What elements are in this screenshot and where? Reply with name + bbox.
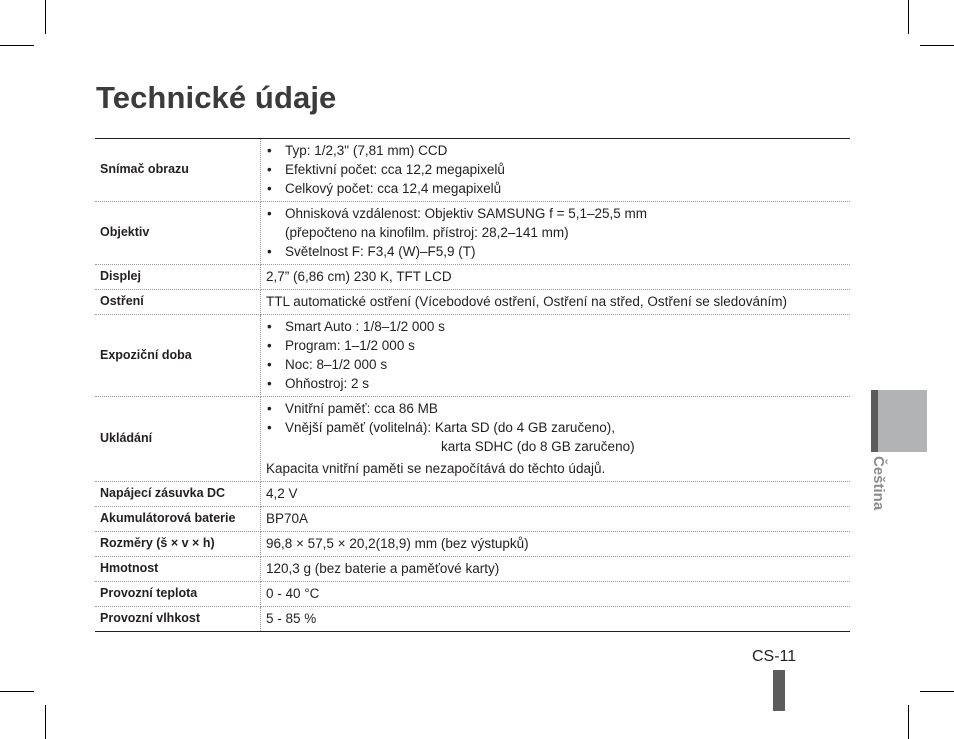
list-item-text: • Vnější paměť (volitelná): Karta SD (do 4 GB zaručeno), [285, 420, 615, 435]
crop-mark-bottom-right-vertical [908, 705, 909, 739]
list-item-continuation: karta SDHC (do 8 GB zaručeno) [441, 439, 635, 454]
list-item: • Typ: 1/2,3" (7,81 mm) CCD [266, 141, 846, 160]
table-row [95, 532, 850, 557]
list-item: • Program: 1–1/2 000 s [266, 336, 846, 355]
list-item: • Smart Auto : 1/8–1/2 000 s [266, 317, 846, 336]
list-item-continuation: (přepočteno na kinofilm. přístroj: 28,2–141 mm) [285, 225, 569, 240]
crop-mark-bottom-left-vertical [45, 705, 46, 739]
row-value: TTL automatické ostření (Vícebodové ostření, Ostření na střed, Ostření se sledováním) [261, 290, 851, 315]
row-value: 2,7” (6,86 cm) 230 K, TFT LCD [261, 265, 851, 290]
row-label: Ukládání [95, 397, 261, 482]
crop-mark-top-left-horizontal [0, 45, 34, 46]
crop-mark-top-right-vertical [908, 0, 909, 34]
row-label: Akumulátorová baterie [95, 507, 261, 532]
list-item [266, 418, 846, 456]
row-label: Rozměry (š × v × h) [95, 532, 261, 557]
row-value: 96,8 × 57,5 × 20,2(18,9) mm (bez výstupků) [261, 532, 851, 557]
crop-mark-bottom-right-horizontal [920, 691, 954, 692]
row-label: Displej [95, 265, 261, 290]
list-item: • Noc: 8–1/2 000 s [266, 355, 846, 374]
row-value: 0 - 40 °C [261, 582, 851, 607]
table-row [95, 290, 850, 315]
row-value [261, 139, 851, 202]
list-item: • Efektivní počet: cca 12,2 megapixelů [266, 160, 846, 179]
row-value: 5 - 85 % [266, 611, 317, 626]
crop-mark-top-right-horizontal [920, 45, 954, 46]
row-label: Ostření [95, 290, 261, 315]
row-value [261, 202, 851, 265]
list-item [266, 204, 846, 242]
table-row [95, 315, 850, 397]
language-tab-stripe [871, 390, 878, 452]
crop-mark-bottom-left-horizontal [0, 691, 34, 692]
row-value: 120,3 g (bez baterie a paměťové karty) [261, 557, 851, 582]
list-item: • Vnitřní paměť: cca 86 MB [266, 399, 846, 418]
table-row [95, 265, 850, 290]
page-number: CS-11 [752, 648, 797, 665]
row-label: Snímač obrazu [95, 139, 261, 202]
storage-note: Kapacita vnitřní paměti se nezapočítává do těchto údajů. [266, 461, 606, 476]
table-row [95, 397, 850, 482]
bullet-list [266, 399, 846, 456]
crop-mark-top-left-vertical [45, 0, 46, 34]
table-row [95, 507, 850, 532]
row-value [261, 315, 851, 397]
bullet-list [266, 204, 846, 261]
bullet-list [266, 141, 846, 198]
table-row [95, 582, 850, 607]
row-value: BP70A [261, 507, 851, 532]
list-item: • Ohňostroj: 2 s [266, 374, 846, 393]
row-label: Expoziční doba [95, 315, 261, 397]
row-value: 4,2 V [261, 482, 851, 507]
bullet-list [266, 317, 846, 393]
row-label: Provozní vlhkost [95, 607, 261, 632]
row-value [261, 397, 851, 482]
language-label: Čeština [870, 456, 887, 511]
page-number-bar [773, 670, 785, 711]
table-row [95, 482, 850, 507]
row-label: Objektiv [95, 202, 261, 265]
table-row [95, 607, 850, 632]
list-item: • Světelnost F: F3,4 (W)–F5,9 (T) [266, 242, 846, 261]
table-row [95, 202, 850, 265]
row-label: Napájecí zásuvka DC [95, 482, 261, 507]
row-label: Hmotnost [95, 557, 261, 582]
table-row [95, 139, 850, 202]
page-title: Technické údaje [96, 80, 337, 115]
table-row [95, 557, 850, 582]
row-label: Provozní teplota [95, 582, 261, 607]
spec-table [95, 138, 850, 632]
language-tab [871, 390, 927, 452]
list-item-text: • Ohnisková vzdálenost: Objektiv SAMSUNG f = 5,1–25,5 mm [285, 206, 648, 221]
list-item: • Celkový počet: cca 12,4 megapixelů [266, 179, 846, 198]
